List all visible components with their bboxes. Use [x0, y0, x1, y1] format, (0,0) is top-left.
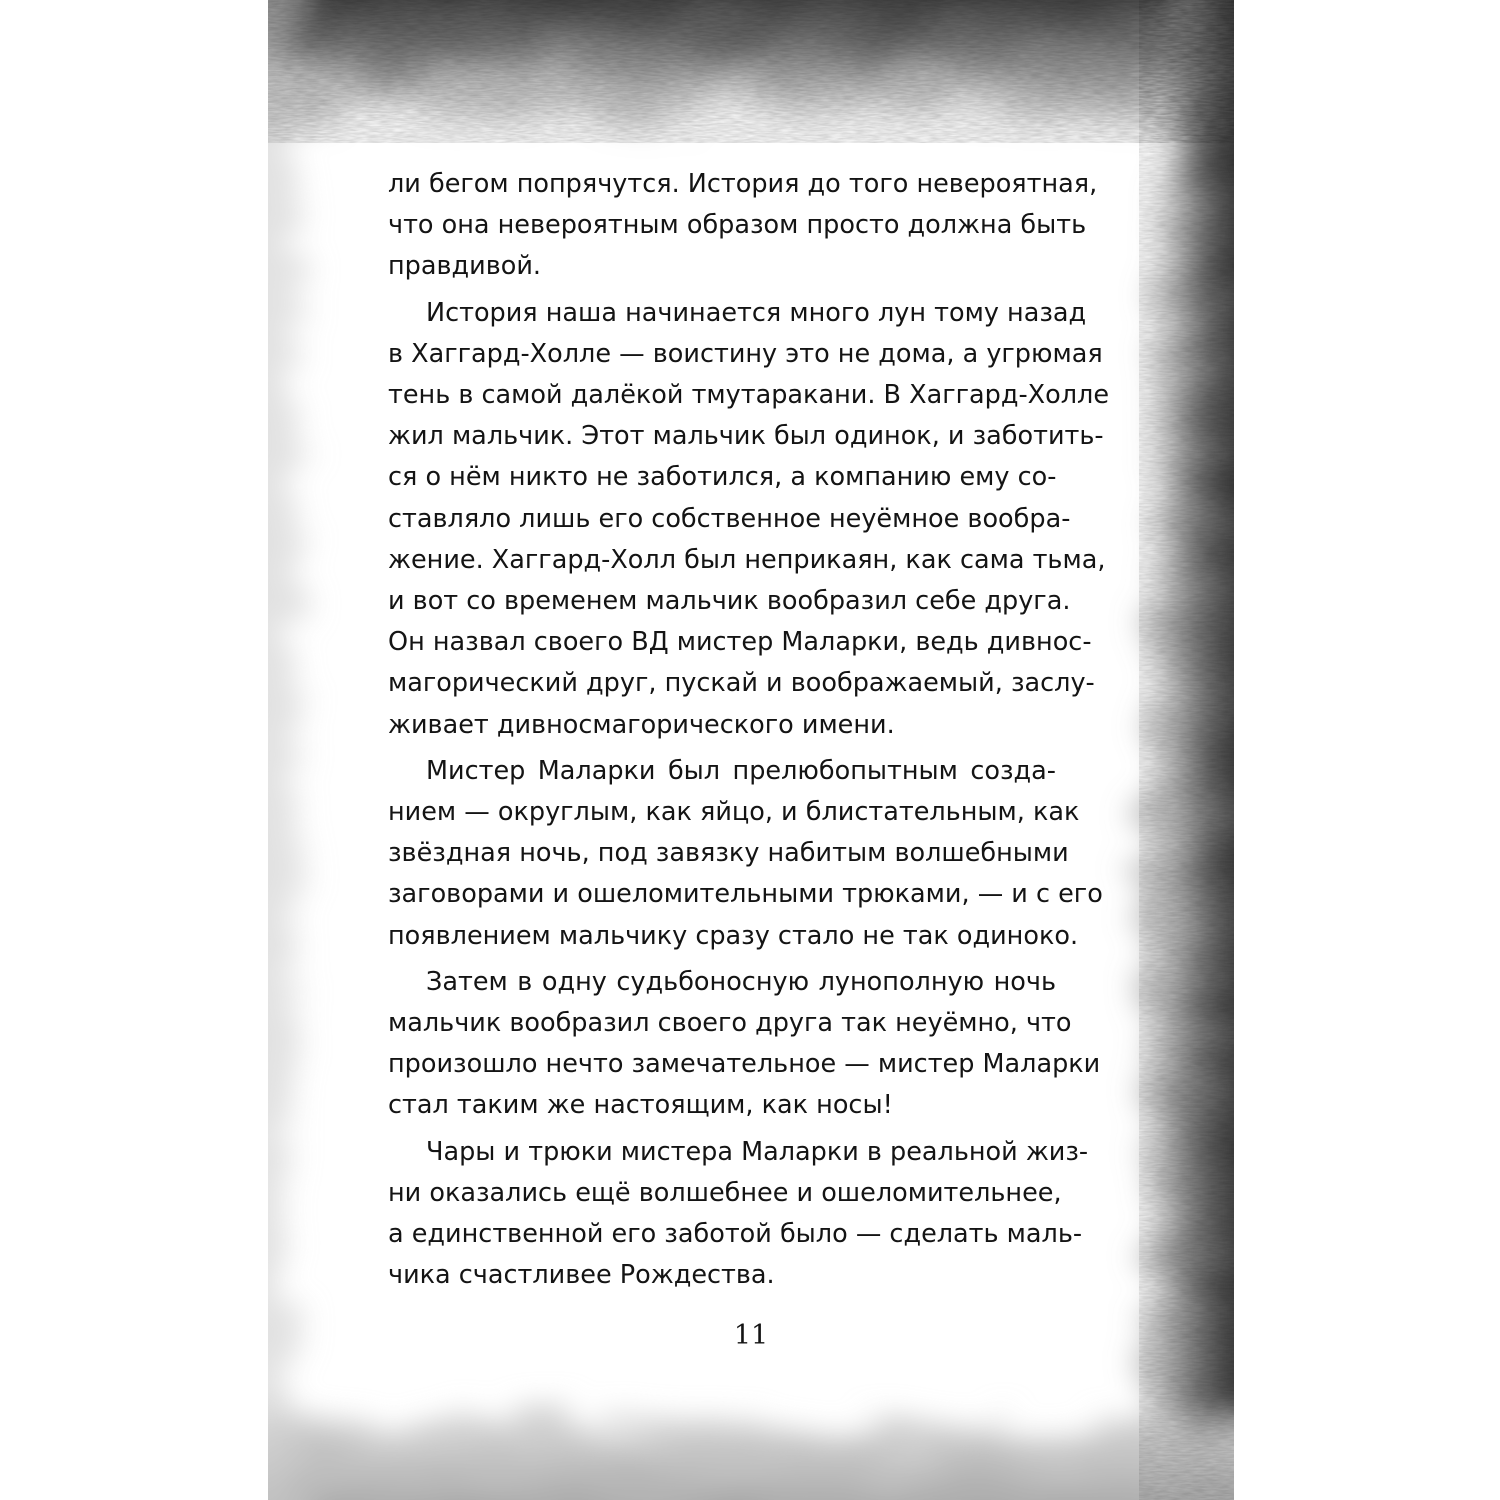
text-line: стал таким же настоящим, как носы! — [388, 1090, 893, 1121]
text-line: и вот со временем мальчик вообразил себе друга. — [388, 586, 1071, 617]
paragraph — [388, 164, 1098, 288]
text-line: ся о нём никто не заботился, а компанию ему со- — [388, 462, 1057, 493]
text-line: нием — округлым, как яйцо, и блистательным, как — [388, 797, 1080, 828]
text-line: звёздная ночь, под завязку набитым волшебными — [388, 838, 1069, 869]
text-line: правдивой. — [388, 251, 542, 282]
text-line: ни оказались ещё волшебнее и ошеломительнее, — [388, 1177, 1062, 1208]
text-line: Мистер Маларки был прелюбопытным созда- — [426, 755, 1056, 786]
paragraph — [388, 962, 1101, 1127]
text-line: История наша начинается много лун тому назад — [426, 297, 1087, 328]
text-line: ставляло лишь его собственное неуёмное вообра- — [388, 503, 1071, 534]
text-line: а единственной его заботой было — сделать маль- — [388, 1219, 1083, 1250]
book-page — [268, 0, 1234, 1500]
text-line: в Хаггард-Холле — воистину это не дома, а угрюмая — [388, 338, 1103, 369]
paragraph — [388, 1132, 1089, 1297]
text-line: мальчик вообразил своего друга так неуёмно, что — [388, 1008, 1072, 1039]
text-line: произошло нечто замечательное — мистер Маларки — [388, 1049, 1101, 1080]
text-line: Чары и трюки мистера Маларки в реальной жиз- — [426, 1136, 1089, 1167]
text-line: тень в самой далёкой тмутаракани. В Хаггард-Холле — [388, 380, 1110, 411]
text-line: Затем в одну судьбоносную лунополную ночь — [426, 966, 1056, 997]
text-line: появлением мальчику сразу стало не так одиноко. — [388, 920, 1079, 951]
paragraph — [388, 293, 1110, 746]
text-line: ли бегом попрячутся. История до того невероятная, — [388, 169, 1098, 199]
text-line: что она невероятным образом просто должна быть — [388, 210, 1087, 241]
paragraph — [388, 751, 1103, 957]
text-line: чика счастливее Рождества. — [388, 1260, 775, 1291]
body-text — [388, 164, 1110, 1301]
text-line: Он назвал своего ВД мистер Маларки, ведь дивнос- — [388, 627, 1092, 658]
text-line: жил мальчик. Этот мальчик был одинок, и заботить- — [388, 421, 1104, 452]
text-line: жение. Хаггард-Холл был неприкаян, как сама тьма, — [388, 544, 1106, 575]
text-line: магорический друг, пускай и воображаемый, заслу- — [388, 668, 1095, 699]
text-line: заговорами и ошеломительными трюками, — и с его — [388, 879, 1103, 910]
text-line: живает дивносмагорического имени. — [388, 709, 895, 740]
page-number: 11 — [733, 1320, 769, 1351]
